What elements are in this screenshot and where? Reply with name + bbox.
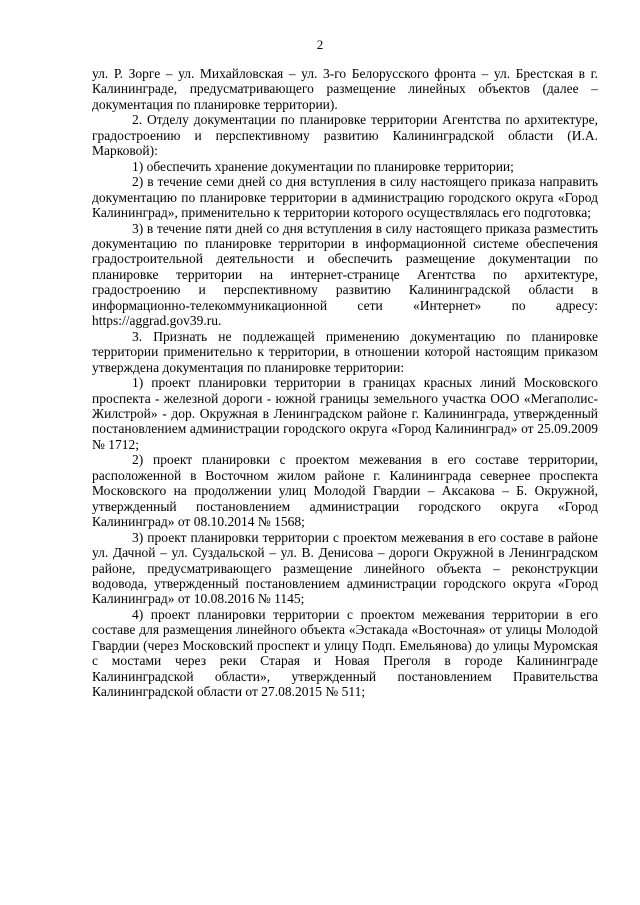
paragraph-item-2: 2. Отделу документации по планировке территории Агентства по архитектуре, градостроению и перспективному развитию Калининградской области (И.А. Марковой): xyxy=(92,112,598,159)
paragraph-continuation: ул. Р. Зорге – ул. Михайловская – ул. 3-го Белорусского фронта – ул. Брестская в г. Калининграде, предусматривающего размещение линейных объектов (далее – документация по планировке территории). xyxy=(92,66,598,112)
paragraph-subitem-2-2: 2) в течение семи дней со дня вступления в силу настоящего приказа направить документацию по планировке территории в администрацию городского округа «Город Калининград», применительно к территории которого осуществлялась его подготовка; xyxy=(92,174,598,221)
page-number: 2 xyxy=(316,37,324,52)
paragraph-subitem-2-3: 3) в течение пяти дней со дня вступления в силу настоящего приказа разместить документацию по планировке территории в информационной системе обеспечения градостроительной деятельности и обеспечить размещение документации по планировке территории на интернет-странице Агентства по архитектуре, градостроению и перспективному развитию Калининградской области в информационно-телекоммуникационной сети «Интернет» по адресу: https://aggrad.gov39.ru. xyxy=(92,220,598,329)
paragraph-subitem-3-1: 1) проект планировки территории в границах красных линий Московского проспекта - железной дороги - южной границы земельного участка ООО «Мегаполис-Жилстрой» - дор. Окружная в Ленинградском районе г. Калининграда, утвержденный постановлением администрации городского округа «Город Калининград» от 25.09.2009 № 1712; xyxy=(92,375,598,452)
document-body xyxy=(92,66,598,700)
paragraph-subitem-2-1: 1) обеспечить хранение документации по планировке территории; xyxy=(132,158,514,174)
paragraph-subitem-3-2: 2) проект планировки с проектом межевания в его составе территории, расположенной в Восточном жилом районе г. Калининграда севернее проспекта Московского на продолжении улиц Молодой Гвардии – Аксакова – Б. Окружной, утвержденный постановлением администрации городского округа «Город Калининград» от 08.10.2014 № 1568; xyxy=(92,452,598,530)
paragraph-subitem-3-3: 3) проект планировки территории с проектом межевания в его составе в районе ул. Дачной – ул. Суздальской – ул. В. Денисова – дороги Окружной в Ленинградском районе, предусматривающего размещение линейного объекта – реконструкции водовода, утвержденный постановлением администрации городского округа «Город Калининград» от 10.08.2016 № 1145; xyxy=(92,529,598,607)
paragraph-item-3: 3. Признать не подлежащей применению документацию по планировке территории применительно к территории, в отношении которой настоящим приказом утверждена документация по планировке территории: xyxy=(92,328,598,375)
paragraph-subitem-3-4: 4) проект планировки территории с проектом межевания территории в его составе для размещения линейного объекта «Эстакада «Восточная» от улицы Молодой Гвардии (через Московский проспект и улицу Подп. Емельянова) до улицы Муромская с мостами через реки Старая и Новая Преголя в городе Калининграде Калининградской области», утвержденный постановлением Правительства Калининградской области от 27.08.2015 № 511; xyxy=(92,606,598,700)
